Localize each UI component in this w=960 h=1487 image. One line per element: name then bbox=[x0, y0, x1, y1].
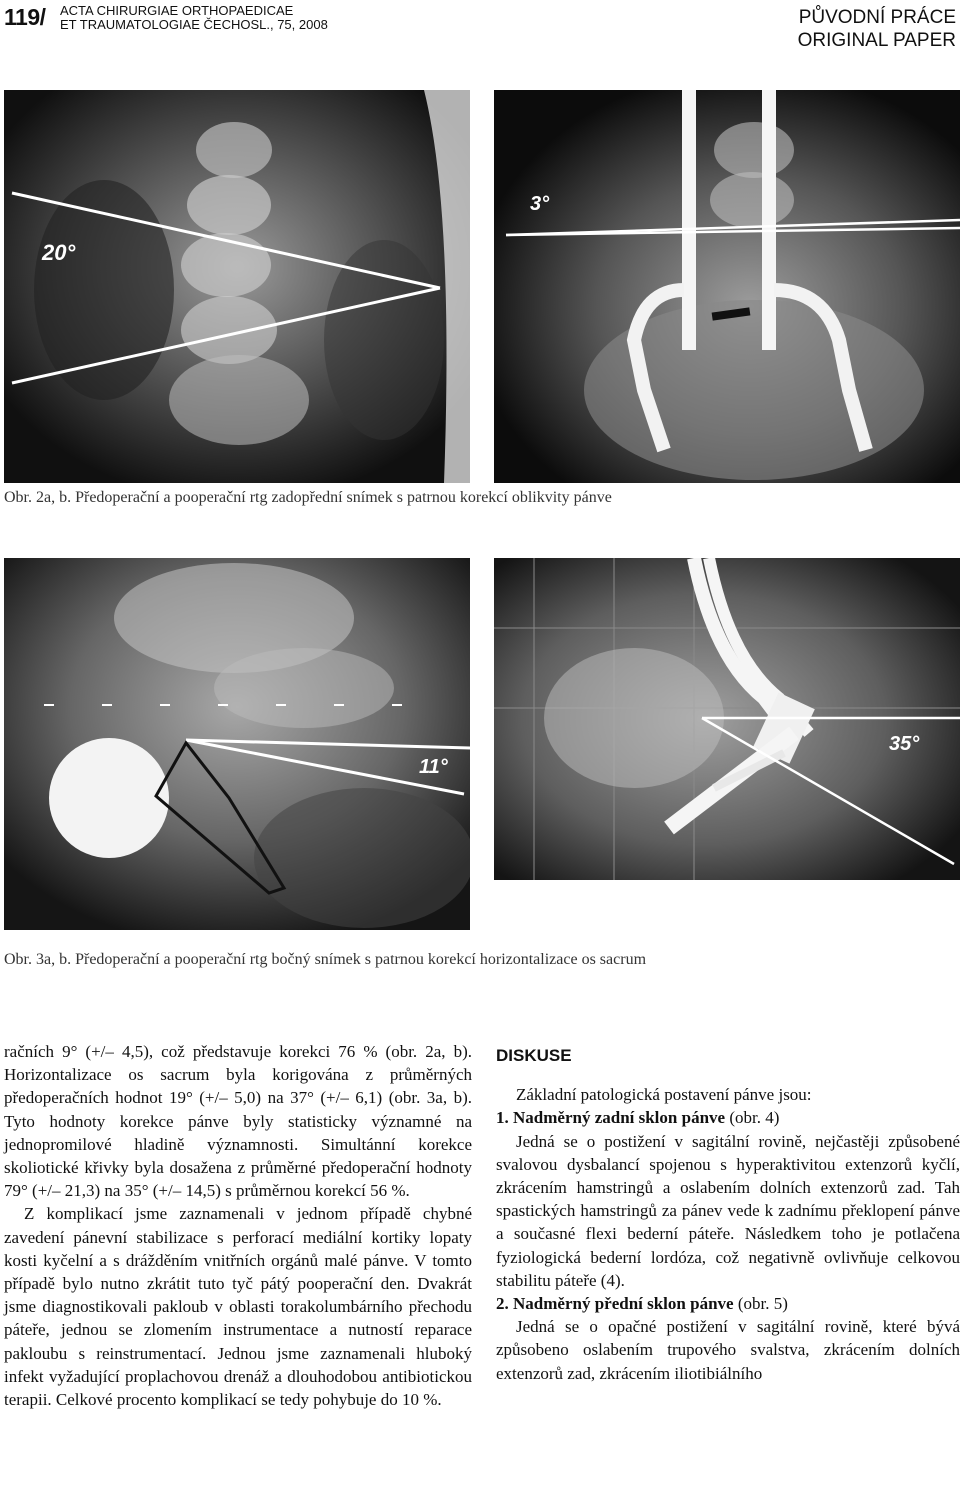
section-heading-diskuse: DISKUSE bbox=[496, 1046, 572, 1065]
diskuse-intro: Základní patologická postavení pánve jsou: bbox=[516, 1085, 812, 1105]
subsection-1-title: 1. Nadměrný zadní sklon pánve bbox=[496, 1108, 726, 1128]
figure-3b-xray bbox=[494, 558, 960, 880]
figure-3b-angle-label: 35° bbox=[889, 733, 920, 755]
subsection-1-text: Jedná se o postižení v sagitální rovině, nejčastěji způsobené svalovou dysbalancí spojenou s hyperaktivitou extenzorů kyčlí, zkrácením hamstringů a oslabením dolních extenzorů zad. Tah spastických hamstringů za pánev vede k zadnímu překlopení pánve a současné flexi bederní páteře. Následkem toho je potlačena fyziologická bederní lordóza, což negativně ovlivňuje celkovou stabilitu páteře (4). bbox=[496, 1131, 960, 1290]
left-text-column bbox=[4, 1040, 472, 1411]
section-label-line2: ORIGINAL PAPER bbox=[797, 30, 956, 51]
subsection-1-figure-ref: (obr. 4) bbox=[729, 1108, 780, 1128]
journal-title-line2: ET TRAUMATOLOGIAE ČECHOSL., 75, 2008 bbox=[60, 17, 328, 32]
subsection-1-heading bbox=[496, 1106, 960, 1129]
section-label-line1: PŮVODNÍ PRÁCE bbox=[798, 7, 956, 28]
figure-2b-graphic bbox=[494, 90, 960, 483]
figure-3b-graphic bbox=[494, 558, 960, 880]
right-text-column bbox=[496, 1040, 960, 1385]
figure-3a-graphic bbox=[4, 558, 470, 930]
figure-3-caption: Obr. 3a, b. Předoperační a pooperační rtg bočný snímek s patrnou korekcí horizontalizace os sacrum bbox=[4, 951, 647, 968]
page-number: 119/ bbox=[4, 4, 46, 30]
figure-2a-angle-label: 20° bbox=[42, 240, 76, 265]
complications-paragraph: Z komplikací jsme zaznamenali v jednom případě chybné zavedení pánevní stabilizace s perforací mediální kortiky lopaty kosti kyčelní a s drážděním vnitřních orgánů malé pánve. V tomto případě bylo nutno zkrátit tuto tyč pátý pooperační den. Dvakrát jsme diagnostikovali pakloub v oblasti torakolumbárního přechodu páteře, jednou se zlomením instrumentace a nutností reparace pakloubu s reinstrumentací. Jednou jsme zaznamenali hluboký infekt vyžadující proplachovou drenáž a dlouhodobou antibiotickou terapii. Celkové procento komplikací se tedy pohybuje do 10 %. bbox=[4, 1204, 472, 1410]
section-label bbox=[798, 6, 956, 52]
journal-title-line1: ACTA CHIRURGIAE ORTHOPAEDICAE bbox=[60, 3, 294, 18]
figure-2b-angle-label: 3° bbox=[530, 193, 550, 215]
figure-2-caption: Obr. 2a, b. Předoperační a pooperační rtg zadopřední snímek s patrnou korekcí oblikvity pánve bbox=[4, 489, 612, 506]
subsection-2-title: 2. Nadměrný přední sklon pánve bbox=[496, 1294, 734, 1314]
figure-3a-angle-label: 11° bbox=[419, 756, 448, 778]
subsection-2-heading bbox=[496, 1292, 960, 1315]
subsection-2-text: Jedná se o opačné postižení v sagitální rovině, které bývá způsobeno oslabením trupového svalstva, zkrácením dolních extenzorů zad, zkrácením iliotibiálního bbox=[496, 1317, 960, 1383]
figure-3a-xray bbox=[4, 558, 470, 930]
figure-2a-xray bbox=[4, 90, 470, 483]
results-paragraph: račních 9° (+/– 4,5), což představuje korekci 76 % (obr. 2a, b). Horizontalizace os sacrum byla korigována z průměrných předoperačních hodnot 19° (+/– 5,0) na 37° (+/– 6,1) (obr. 3a, b). Tyto hodnoty korekce pánve byly statisticky významné na jednopromilové hladině významnosti. Simultánní korekce skoliotické křivky byla dosažena z průměrné předoperační hodnoty 79° (+/– 21,3) na 35° (+/– 14,5) s průměrnou korekcí 56 %. bbox=[4, 1042, 472, 1201]
subsection-2-figure-ref: (obr. 5) bbox=[737, 1294, 788, 1314]
figure-2b-xray bbox=[494, 90, 960, 483]
journal-title bbox=[60, 4, 328, 32]
figure-2a-graphic bbox=[4, 90, 470, 483]
